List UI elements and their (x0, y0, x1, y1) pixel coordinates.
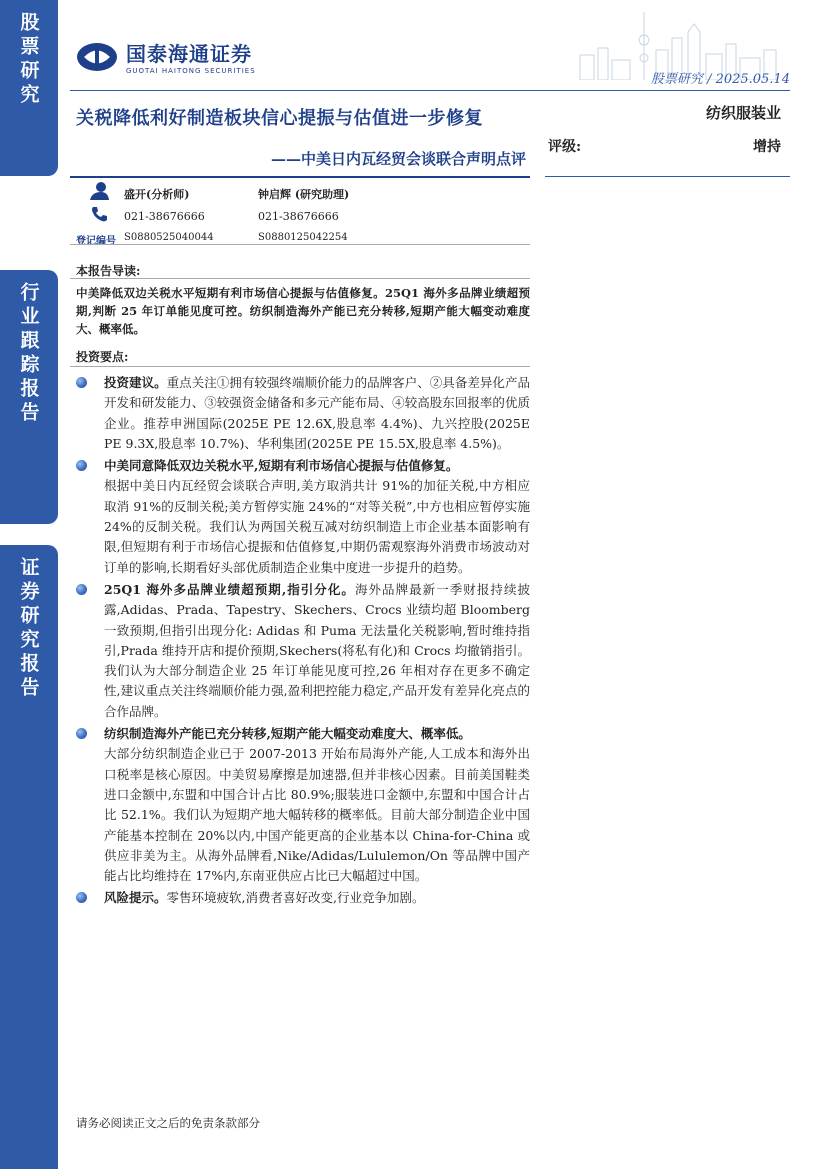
rating-value: 增持 (753, 139, 781, 155)
guide-divider (70, 278, 530, 279)
investment-point (74, 888, 530, 908)
investment-point (74, 456, 530, 578)
side-tab-label: 行业跟踪报告 (17, 282, 40, 426)
logo-mark-icon (76, 42, 118, 72)
guide-text: 中美降低双边关税水平短期有利市场信心提振与估值修复。25Q1 海外多品牌业绩超预期,判断 25 年订单能见度可控。纺织制造海外产能已充分转移,短期产能大幅变动难度大、概率低。 (76, 286, 530, 336)
analyst-phone: 021-38676666 (124, 210, 205, 223)
side-tab-label: 股票研究 (17, 12, 40, 108)
report-title: 关税降低利好制造板块信心提振与估值进一步修复 (76, 108, 483, 129)
side-tab-industry-tracking (0, 270, 58, 524)
rating-divider (545, 176, 790, 177)
guide-heading: 本报告导读: (76, 264, 141, 278)
registration-label: 登记编号 (76, 236, 116, 247)
point-body: 海外品牌最新一季财报持续披露,Adidas、Prada、Tapestry、Skechers、Crocs 业绩均超 Bloomberg 一致预期,但指引出现分化: Adidas 和 Puma 无法量化关税影响,暂时维持指引,Prada 维持开店和提价预期,Skechers(将私有化)和 Crocs 均撤销指引。我们认为大部分制造企业 25 年订单能见度可控,26 年相对存在更多不确定性,建议重点关注终端顺价能力强,盈利把控能力稳定,产品开发有差异化亮点的合作品牌。 (104, 581, 530, 719)
analyst-icon (88, 181, 110, 201)
investment-point (74, 580, 530, 722)
points-heading: 投资要点: (76, 350, 129, 364)
point-heading: 风险提示。 (104, 890, 167, 906)
analyst-divider-top (70, 176, 530, 178)
logo-cn-text: 国泰海通证券 (126, 42, 252, 66)
investment-points (74, 373, 530, 911)
point-heading: 纺织制造海外产能已充分转移,短期产能大幅变动难度大、概率低。 (104, 726, 471, 742)
analyst-registration: S0880525040044 (124, 232, 214, 243)
investment-point (74, 724, 530, 886)
report-subtitle: ——中美日内瓦经贸会谈联合声明点评 (270, 150, 526, 168)
side-tab-label: 证券研究报告 (17, 557, 40, 701)
logo-en-text: GUOTAI HAITONG SECURITIES (126, 67, 256, 75)
bullet-icon (76, 460, 87, 471)
point-body: 零售环境疲软,消费者喜好改变,行业竞争加剧。 (166, 890, 425, 906)
disclaimer-footer: 请务必阅读正文之后的免责条款部分 (76, 1116, 260, 1130)
phone-icon (90, 205, 108, 223)
company-logo (76, 38, 256, 75)
header-divider (70, 90, 790, 91)
breadcrumb: 股票研究 / 2025.05.14 (650, 72, 790, 87)
rating-label: 评级: (548, 139, 582, 155)
analyst-divider-bottom (70, 244, 530, 245)
point-body: 根据中美日内瓦经贸会谈联合声明,美方取消共计 91%的加征关税,中方相应取消 91%的反制关税;美方暂停实施 24%的“对等关税”,中方也相应暂停实施 24%的反制关税。我们认为两国关税互减对纺织制造上市企业基本面影响有限,但短期有利于市场信心提振和估值修复,中期仍需观察海外消费市场波动对订单的影响,长期看好头部优质制造企业集中度进一步提升的趋势。 (104, 478, 530, 575)
point-body: 重点关注①拥有较强终端顺价能力的品牌客户、②具备差异化产品开发和研发能力、③较强资金储备和多元产能布局、④较高股东回报率的优质企业。推荐申洲国际(2025E PE 12.6X,股息率 4.4%)、九兴控股(2025E PE 9.3X,股息率 10.7%)、华利集团(2025E PE 15.5X,股息率 4.5%)。 (104, 375, 530, 451)
analyst-name: 盛开(分析师) (124, 188, 190, 201)
assistant-registration: S0880125042254 (258, 232, 348, 243)
bullet-icon (76, 892, 87, 903)
point-body: 大部分纺织制造企业已于 2007-2013 开始布局海外产能,人工成本和海外出口税率是核心原因。中美贸易摩擦是加速器,但并非核心因素。目前美国鞋类进口金额中,东盟和中国合计占比 80.9%;服装进口金额中,东盟和中国合计占比 52.1%。我们认为短期产地大幅转移的概率低。目前大部分制造企业中国产能基本控制在 20%以内,中国产能更高的企业基本以 China-for-China 或供应非美为主。从海外品牌看,Nike/Adidas/Lululemon/On 等品牌中国产能占比均维持在 17%内,东南亚供应占比已大幅超过中国。 (104, 746, 530, 884)
industry-label: 纺织服装业 (705, 104, 781, 122)
point-heading: 25Q1 海外多品牌业绩超预期,指引分化。 (104, 581, 355, 597)
assistant-phone: 021-38676666 (258, 210, 339, 223)
point-heading: 投资建议。 (104, 375, 167, 390)
side-tab-securities-research (0, 545, 58, 1169)
points-divider (70, 366, 530, 367)
point-heading: 中美同意降低双边关税水平,短期有利市场信心提振与估值修复。 (104, 458, 459, 474)
assistant-name: 钟启辉 (研究助理) (258, 188, 350, 201)
bullet-icon (76, 584, 87, 595)
bullet-icon (76, 377, 87, 388)
investment-point (74, 373, 530, 454)
bullet-icon (76, 728, 87, 739)
side-tab-stock-research (0, 0, 58, 176)
